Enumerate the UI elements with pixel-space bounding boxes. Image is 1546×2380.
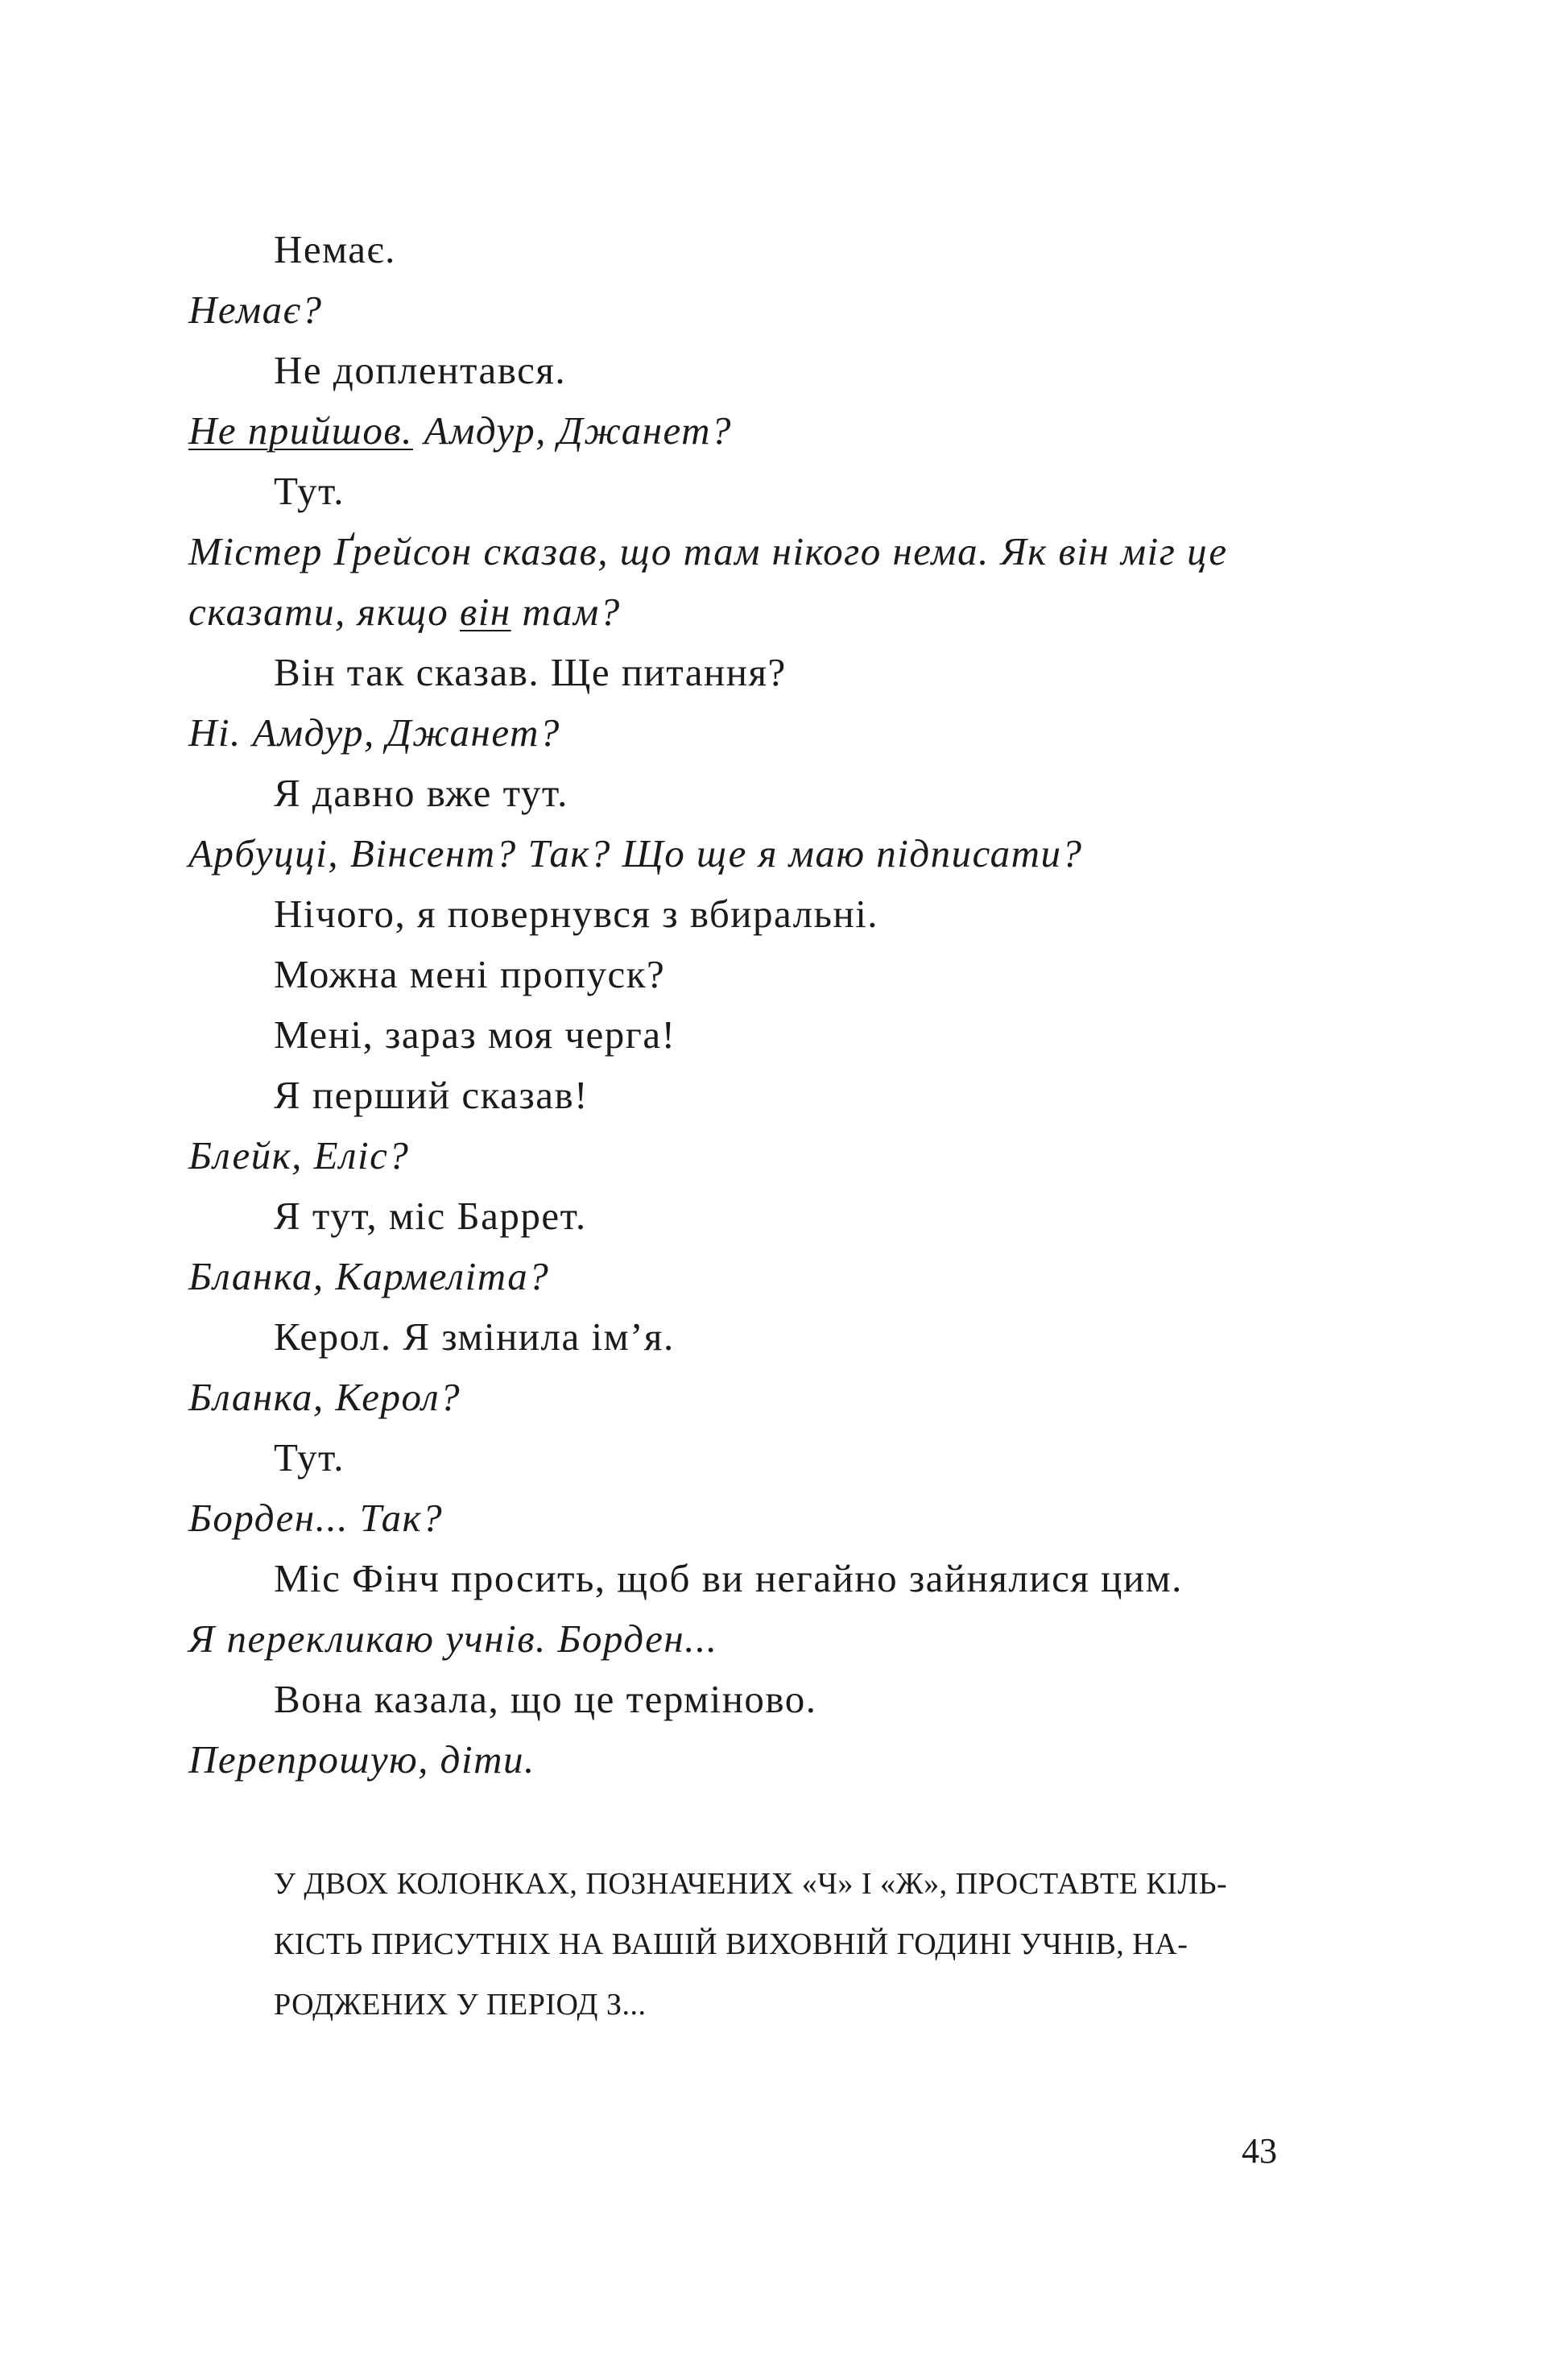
- teacher-line: [188, 521, 1396, 582]
- instruction-line: КІСТЬ ПРИСУТНІХ НА ВАШІЙ ВИХОВНІЙ ГОДИНІ УЧНІВ, НА-: [274, 1927, 1188, 1961]
- underlined-text: він: [460, 590, 511, 634]
- line-text: Я тут, міс Баррет.: [274, 1194, 587, 1238]
- line-text: Амдур, Джанет?: [412, 408, 733, 453]
- line-text: Бланка, Керол?: [188, 1375, 461, 1419]
- teacher-line: [188, 1246, 1396, 1306]
- page-number: 43: [1242, 2131, 1277, 2171]
- dialogue-block: [188, 219, 1396, 1790]
- line-text: Немає?: [188, 288, 323, 332]
- instruction-line: У ДВОХ КОЛОНКАХ, ПОЗНАЧЕНИХ «Ч» І «Ж», ПРОСТАВТЕ КІЛЬ-: [274, 1867, 1228, 1901]
- line-text: Вона казала, що це терміново.: [274, 1677, 817, 1721]
- line-text: Я перший сказав!: [274, 1073, 589, 1117]
- student-line: [188, 1306, 1396, 1367]
- instruction-line: РОДЖЕНИХ У ПЕРІОД З...: [274, 1988, 647, 2022]
- teacher-line: [188, 279, 1396, 340]
- student-line: [188, 1004, 1396, 1065]
- student-line: [188, 340, 1396, 400]
- line-text: сказати, якщо: [188, 590, 460, 634]
- instruction-block: [274, 1854, 1288, 2035]
- line-text: Борден... Так?: [188, 1496, 444, 1540]
- student-line: [188, 1186, 1396, 1246]
- student-line: [188, 642, 1396, 702]
- line-text: Не доплентався.: [274, 348, 567, 392]
- student-line: [188, 1065, 1396, 1125]
- teacher-line: [188, 702, 1396, 763]
- line-text: Мені, зараз моя черга!: [274, 1012, 676, 1057]
- line-text: Керол. Я змінила ім’я.: [274, 1314, 675, 1359]
- line-text: Тут.: [274, 1435, 345, 1480]
- line-text: Немає.: [274, 227, 396, 271]
- teacher-line: [188, 400, 1396, 461]
- line-text: Тут.: [274, 469, 345, 513]
- student-line: [188, 763, 1396, 823]
- teacher-line: [188, 823, 1396, 884]
- line-text: Перепрошую, діти.: [188, 1737, 535, 1782]
- line-text: Містер Ґрейсон сказав, що там нікого нема. Як він міг це: [188, 529, 1228, 573]
- teacher-line: [188, 1367, 1396, 1427]
- teacher-line: [188, 1729, 1396, 1790]
- student-line: [188, 1548, 1396, 1608]
- line-text: Я давно вже тут.: [274, 771, 568, 815]
- teacher-line: [188, 582, 1396, 642]
- line-text: Нічого, я повернувся з вбиральні.: [274, 892, 879, 936]
- line-text: там?: [511, 590, 621, 634]
- line-text: Він так сказав. Ще питання?: [274, 650, 787, 694]
- teacher-line: [188, 1488, 1396, 1548]
- line-text: Міс Фінч просить, щоб ви негайно зайнялися цим.: [274, 1556, 1183, 1600]
- line-text: Можна мені пропуск?: [274, 952, 666, 996]
- student-line: [188, 219, 1396, 279]
- line-text: Блейк, Еліс?: [188, 1133, 410, 1178]
- line-text: Ні. Амдур, Джанет?: [188, 710, 560, 755]
- student-line: [188, 461, 1396, 521]
- teacher-line: [188, 1608, 1396, 1669]
- line-text: Арбуцці, Вінсент? Так? Що ще я маю підписати?: [188, 831, 1083, 875]
- line-text: Я перекликаю учнів. Борден...: [188, 1616, 718, 1661]
- underlined-text: Не прийшов.: [188, 408, 413, 453]
- student-line: [188, 884, 1396, 944]
- student-line: [188, 944, 1396, 1004]
- student-line: [188, 1669, 1396, 1729]
- teacher-line: [188, 1125, 1396, 1186]
- student-line: [188, 1427, 1396, 1488]
- line-text: Бланка, Кармеліта?: [188, 1254, 550, 1298]
